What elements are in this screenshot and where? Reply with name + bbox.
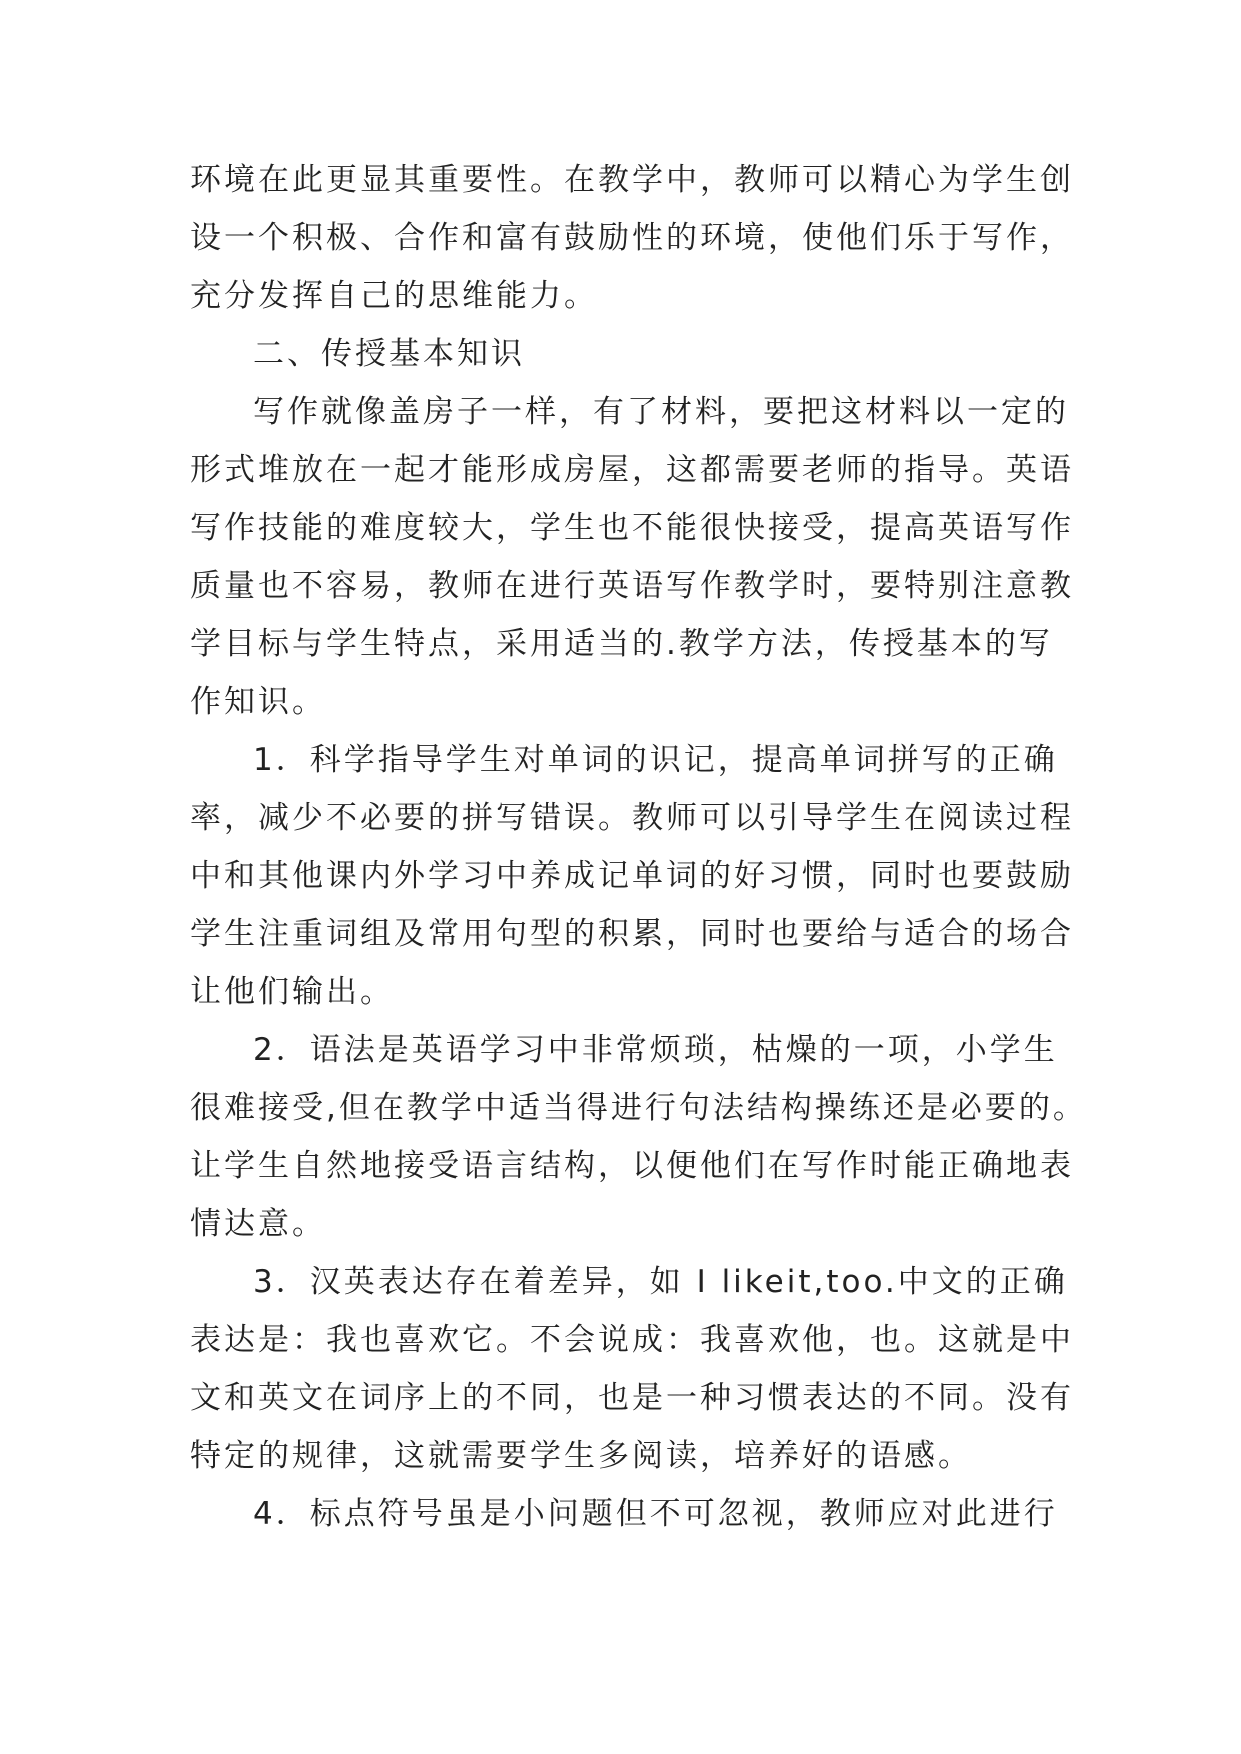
text-line: 情达意。 bbox=[190, 1206, 326, 1242]
text-line: 特定的规律，这就需要学生多阅读，培养好的语感。 bbox=[190, 1438, 972, 1474]
text-line: 4．标点符号虽是小问题但不可忽视，教师应对此进行 bbox=[253, 1496, 1058, 1532]
text-line: 1．科学指导学生对单词的识记，提高单词拼写的正确 bbox=[253, 742, 1058, 778]
text-line: 3．汉英表达存在着差异，如 I likeit,too.中文的正确 bbox=[253, 1264, 1068, 1300]
text-line: 中和其他课内外学习中养成记单词的好习惯，同时也要鼓励 bbox=[190, 858, 1074, 894]
text-line: 率，减少不必要的拼写错误。教师可以引导学生在阅读过程 bbox=[190, 800, 1074, 836]
text-line: 2．语法是英语学习中非常烦琐，枯燥的一项，小学生 bbox=[253, 1032, 1058, 1068]
text-line: 形式堆放在一起才能形成房屋，这都需要老师的指导。英语 bbox=[190, 452, 1074, 488]
section-heading: 二、传授基本知识 bbox=[253, 336, 525, 372]
text-line: 表达是：我也喜欢它。不会说成：我喜欢他，也。这就是中 bbox=[190, 1322, 1074, 1358]
text-line: 写作就像盖房子一样，有了材料，要把这材料以一定的 bbox=[253, 394, 1069, 430]
text-line: 让他们输出。 bbox=[190, 974, 394, 1010]
text-line: 质量也不容易，教师在进行英语写作教学时，要特别注意教 bbox=[190, 568, 1074, 604]
text-line: 设一个积极、合作和富有鼓励性的环境，使他们乐于写作， bbox=[190, 220, 1074, 256]
text-line: 充分发挥自己的思维能力。 bbox=[190, 278, 598, 314]
text-line: 学生注重词组及常用句型的积累，同时也要给与适合的场合 bbox=[190, 916, 1074, 952]
text-line: 学目标与学生特点，采用适当的.教学方法，传授基本的写 bbox=[190, 626, 1053, 662]
text-line: 让学生自然地接受语言结构，以便他们在写作时能正确地表 bbox=[190, 1148, 1074, 1184]
text-line: 很难接受,但在教学中适当得进行句法结构操练还是必要的。 bbox=[190, 1090, 1087, 1126]
text-line: 文和英文在词序上的不同，也是一种习惯表达的不同。没有 bbox=[190, 1380, 1074, 1416]
text-line: 作知识。 bbox=[190, 684, 326, 720]
text-line: 写作技能的难度较大，学生也不能很快接受，提高英语写作 bbox=[190, 510, 1074, 546]
text-line: 环境在此更显其重要性。在教学中，教师可以精心为学生创 bbox=[190, 162, 1074, 198]
